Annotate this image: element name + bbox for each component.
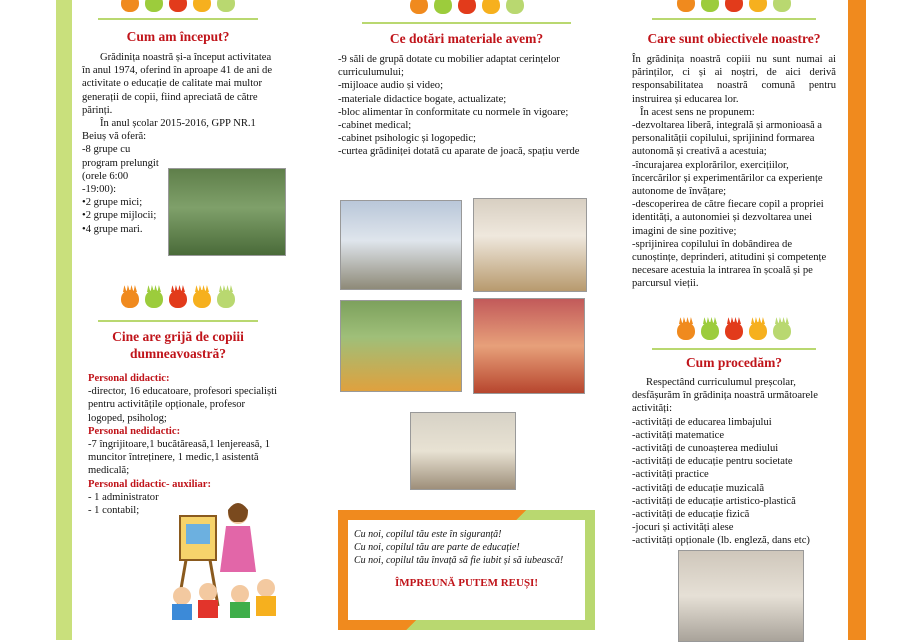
heading-objectives: Care sunt obiectivele noastre? bbox=[647, 31, 821, 46]
activities-intro: Respectând curriculumul preșcolar, desfășurăm în grădinița noastră următoarele activități: bbox=[632, 377, 818, 415]
motto-line: Cu noi, copilul tău învață să fie iubit și să iubească! bbox=[354, 555, 564, 566]
divider bbox=[362, 22, 571, 24]
heading-how-we-proceed: Cum procedăm? bbox=[685, 355, 783, 370]
list-item: -încurajarea explorărilor, exercițiilor, încercărilor și experimentărilor ca experiențe autonome de învățare; bbox=[632, 159, 823, 198]
handprint-icon bbox=[193, 0, 211, 12]
handprint-icon bbox=[145, 290, 163, 308]
handprint-icon bbox=[434, 0, 452, 14]
list-item: -bloc alimentar în conformitate cu normele în vigoare; bbox=[338, 106, 569, 118]
photo-washroom bbox=[473, 198, 587, 292]
motto-slogan: ÎMPREUNĂ PUTEM REUȘI! bbox=[395, 577, 538, 589]
handprints-top-middle bbox=[338, 0, 595, 16]
motto-line: Cu noi, copilul tău are parte de educație! bbox=[354, 542, 520, 553]
list-item: -curtea grădiniței dotată cu aparate de joacă, spațiu verde bbox=[338, 146, 580, 158]
list-item: -descoperirea de către fiecare copil a propriei identități, a autonomiei și dezvoltarea unei imagini de sine pozitive; bbox=[632, 199, 824, 237]
list-item: -sprijinirea copilului în dobândirea de cunoștințe, deprinderi, atitudini și competențe necesare acestuia la intrarea în școală și pe parcursul vieții. bbox=[632, 238, 827, 290]
staff-text: - 1 administrator - 1 contabil; bbox=[88, 491, 159, 517]
handprint-icon bbox=[169, 290, 187, 308]
list-item: -mijloace audio și video; bbox=[338, 80, 444, 92]
handprint-icon bbox=[193, 290, 211, 308]
list-item: -dezvoltarea liberă, integrală și armonioasă a personalității copilului, sprijinind formarea autonomă și creativă a acestuia; bbox=[632, 120, 823, 158]
list-item: -cabinet medical; bbox=[338, 120, 412, 132]
divider bbox=[98, 320, 258, 322]
staff-title: Personal didactic: bbox=[88, 373, 170, 384]
handprints-mid-right bbox=[632, 322, 836, 342]
list-item: -activități opționale (lb. engleză, dans etc) bbox=[632, 535, 810, 547]
motto-box bbox=[338, 510, 595, 630]
divider bbox=[98, 18, 258, 20]
list-item: -materiale didactice bogate, actualizate; bbox=[338, 93, 507, 105]
heading-how-we-started: Cum am început? bbox=[126, 29, 230, 44]
list-item: -cabinet psihologic și logopedic; bbox=[338, 133, 476, 145]
staff-text: -7 îngrijitoare,1 bucătăreasă,1 lenjereasă, 1 muncitor întreținere, 1 medic,1 asistentă medicală; bbox=[88, 439, 271, 477]
objectives-list bbox=[632, 119, 836, 291]
staff-title: Personal nedidactic: bbox=[88, 425, 181, 437]
school-year-line: În anul școlar 2015-2016, GPP NR.1 Beiuș vă oferă: bbox=[82, 118, 256, 143]
column-right bbox=[632, 0, 836, 640]
list-item: -jocuri și activități alese bbox=[632, 522, 734, 534]
photo-children-outdoors bbox=[168, 168, 286, 256]
offer-line: -8 grupe cu program prelungit (orele 6:00 -19:00): bbox=[82, 144, 159, 196]
list-item: •2 grupe mijlocii; bbox=[82, 210, 157, 222]
handprint-icon bbox=[217, 0, 235, 12]
list-item: -activități matematice bbox=[632, 429, 725, 441]
heading-materials: Ce dotări materiale avem? bbox=[389, 31, 544, 46]
staff-title: Personal didactic- auxiliar: bbox=[88, 478, 211, 490]
list-item: •4 grupe mari. bbox=[82, 223, 143, 235]
list-item: -activități de educație pentru societate bbox=[632, 456, 793, 468]
handprint-icon bbox=[677, 322, 695, 340]
list-item: -activități de educație artistico-plastică bbox=[632, 495, 796, 507]
photo-dining-room bbox=[410, 412, 516, 490]
handprint-icon bbox=[145, 0, 163, 12]
handprint-icon bbox=[701, 0, 719, 12]
handprint-icon bbox=[749, 322, 767, 340]
divider bbox=[652, 348, 816, 350]
photo-gym-activity bbox=[678, 550, 804, 642]
staff-text: -director, 16 educatoare, profesori specialiști pentru activitățile opționale, profesor logoped, psiholog; bbox=[88, 386, 278, 424]
divider bbox=[652, 18, 816, 20]
list-item: -activități practice bbox=[632, 469, 709, 481]
handprints-top-right bbox=[632, 0, 836, 14]
handprint-icon bbox=[506, 0, 524, 14]
list-item: •2 grupe mici; bbox=[82, 197, 143, 209]
motto-box-inner bbox=[348, 520, 585, 620]
handprint-icon bbox=[749, 0, 767, 12]
objectives-intro: În grădinița noastră copiii nu sunt numai ai părinților, ci și ai noștri, de aici derivă responsabilitatea noastră comună pentru instruirea și educarea lor. bbox=[632, 54, 836, 105]
list-item: -activități de educație muzicală bbox=[632, 482, 765, 494]
photo-children-craft bbox=[473, 298, 585, 394]
heading-who-cares: Cine are grijă de copiii dumneavoastră? bbox=[112, 329, 244, 361]
handprint-icon bbox=[701, 322, 719, 340]
activities-block bbox=[632, 376, 836, 548]
photo-classroom-video bbox=[340, 200, 462, 290]
handprint-icon bbox=[121, 290, 139, 308]
list-item: -activități de cunoașterea mediului bbox=[632, 443, 779, 455]
handprint-icon bbox=[410, 0, 428, 14]
list-item: -9 săli de grupă dotate cu mobilier adaptat cerințelor curriculumului; bbox=[338, 54, 560, 79]
groups-list bbox=[78, 196, 164, 236]
intro-paragraph: Grădinița noastră și-a început activitatea în anul 1974, oferind în aproape 41 de ani de activitate o educație de calitate mai multor generații de copii, fiind apreciată de către părinți. bbox=[82, 52, 273, 116]
handprint-icon bbox=[773, 0, 791, 12]
handprint-icon bbox=[121, 0, 139, 12]
right-orange-band bbox=[848, 0, 866, 640]
teacher-children-illustration bbox=[162, 496, 282, 622]
handprint-icon bbox=[725, 322, 743, 340]
handprint-icon bbox=[677, 0, 695, 12]
list-item: -activități de educarea limbajului bbox=[632, 416, 772, 428]
objectives-lead: În acest sens ne propunem: bbox=[640, 106, 755, 118]
handprints-mid-left bbox=[78, 290, 278, 310]
handprint-icon bbox=[773, 322, 791, 340]
handprint-icon bbox=[217, 290, 235, 308]
handprint-icon bbox=[169, 0, 187, 12]
photo-playground bbox=[340, 300, 462, 392]
handprint-icon bbox=[482, 0, 500, 14]
handprints-top-left bbox=[78, 0, 278, 14]
list-item: -activități de educație fizică bbox=[632, 509, 750, 521]
handprint-icon bbox=[725, 0, 743, 12]
handprint-icon bbox=[458, 0, 476, 14]
left-green-band bbox=[56, 0, 72, 640]
motto-line: Cu noi, copilul tău este în siguranță! bbox=[354, 529, 502, 540]
materials-list bbox=[338, 53, 595, 159]
